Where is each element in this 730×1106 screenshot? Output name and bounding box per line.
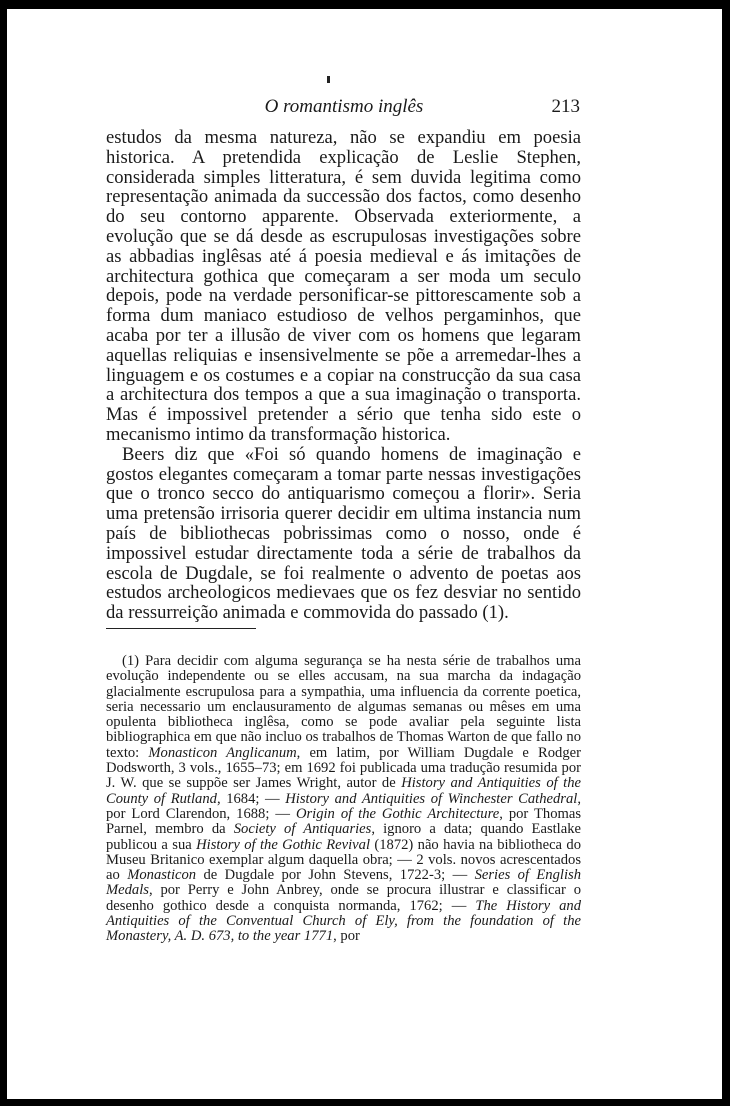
footnote-title-italic: History and Antiquities of Winchester Cathedral xyxy=(285,790,578,807)
footnote-separator xyxy=(106,628,256,629)
footnote-title-italic: Series of English Medals xyxy=(106,867,581,899)
footnote-text: de Dugdale por John Stevens, 1722-3; — xyxy=(196,867,475,884)
footnote-title-italic: Origin of the Gothic Architecture xyxy=(295,805,500,822)
paragraph: estudos da mesma natureza, não se expandiu em poesia historica. A pretendida explicação de Leslie Stephen, considerada simples litteratura, é sem duvida legitima como representação animada da successão dos factos, como desenho do seu contorno apparente. Observada exteriormente, a evolução que se dá desde as escrupulosas investigações sobre as abbadias inglêsas até á poesia medieval e ás imitações de architectura gothica que começaram a ser moda um seculo depois, pode na verdade personificar-se pittorescamente sob a forma dum maniaco estudioso de velhos pergaminhos, que acaba por ter a illusão de viver com os homens que legaram aquellas reliquias e insensivelmente se põe a arremedar-lhes a linguagem e os costumes e a copiar na construcção da sua casa a architectura dos tempos a que a sua imaginação o transporta. Mas é impossivel pretender a sério que tenha sido este o mecanismo intimo da transformação historica. xyxy=(106,127,581,445)
footnote xyxy=(106,654,581,945)
footnote-title-italic: History of the Gothic Revival xyxy=(196,836,371,853)
footnote-text: , por Perry e John Anbrey, onde se procura illustrar e classificar o desenho gothico desde a conquista normanda, 1762; — xyxy=(106,882,581,914)
footnote-title-italic: The History and Antiquities of the Conventual Church of Ely, from the foundation of the Monastery, A. D. 673, to the year 1771 xyxy=(106,897,581,945)
footnote-text: , por xyxy=(333,928,360,945)
footnote-title-italic: History and Antiquities of the County of Rutland xyxy=(106,775,581,807)
footnote-text: (1) Para decidir com alguma segurança se ha nesta série de trabalhos uma evolução independente ou se elles accusam, na sua marcha da indagação glacialmente escrupulosa para a sympathia, uma influencia da corrente poetica, seria necessario um enclausuramento de algumas semanas ou mêses em uma opulenta bibliotheca inglêsa, como se pode avaliar pela seguinte lista bibliographica em que não incluo os trabalhos de Thomas Warton de que fallo no texto: xyxy=(106,653,581,761)
page-header xyxy=(108,92,580,122)
page-number: 213 xyxy=(551,96,580,117)
running-title: O romantismo inglês xyxy=(264,96,424,117)
footnote-text: (1872) não havia na bibliotheca do Museu Britanico exemplar algum daquella obra; — 2 vols. novos acrescentados ao xyxy=(106,836,581,884)
main-text xyxy=(106,128,581,623)
footnote-text: , ignoro a data; quando Eastlake publicou a sua xyxy=(106,821,581,853)
footnote-title-italic: Monasticon xyxy=(127,867,197,884)
footnote-text: , 1684; — xyxy=(216,790,286,807)
footnote-text: , em latim, por William Dugdale e Rodger Dodsworth, 3 vols., 1655–73; em 1692 foi publicada uma tradução resumida por J. W. que se suppõe ser James Wright, autor de xyxy=(106,744,581,792)
footnote-title-italic: Monasticon Anglicanum xyxy=(148,744,297,761)
footnote-text: , por Lord Clarendon, 1688; — xyxy=(106,790,581,822)
ink-speck xyxy=(327,76,330,83)
paragraph: Beers diz que «Foi só quando homens de imaginação e gostos elegantes começaram a tomar parte nessas investigações que o tronco secco do antiquarismo começou a florir». Seria uma pretensão irrisoria querer decidir em ultima instancia num país de bibliothecas pobrissimas como o nosso, onde é impossivel estudar directamente toda a série de trabalhos da escola de Dugdale, se foi realmente o advento de poetas aos estudos archeologicos medievaes que os fez desviar no sentido da ressurreição animada e commovida do passado (1). xyxy=(106,443,581,624)
footnote-title-italic: Society of Antiquaries xyxy=(233,821,372,838)
footnote-text: , por Thomas Parnel, membro da xyxy=(106,805,582,838)
